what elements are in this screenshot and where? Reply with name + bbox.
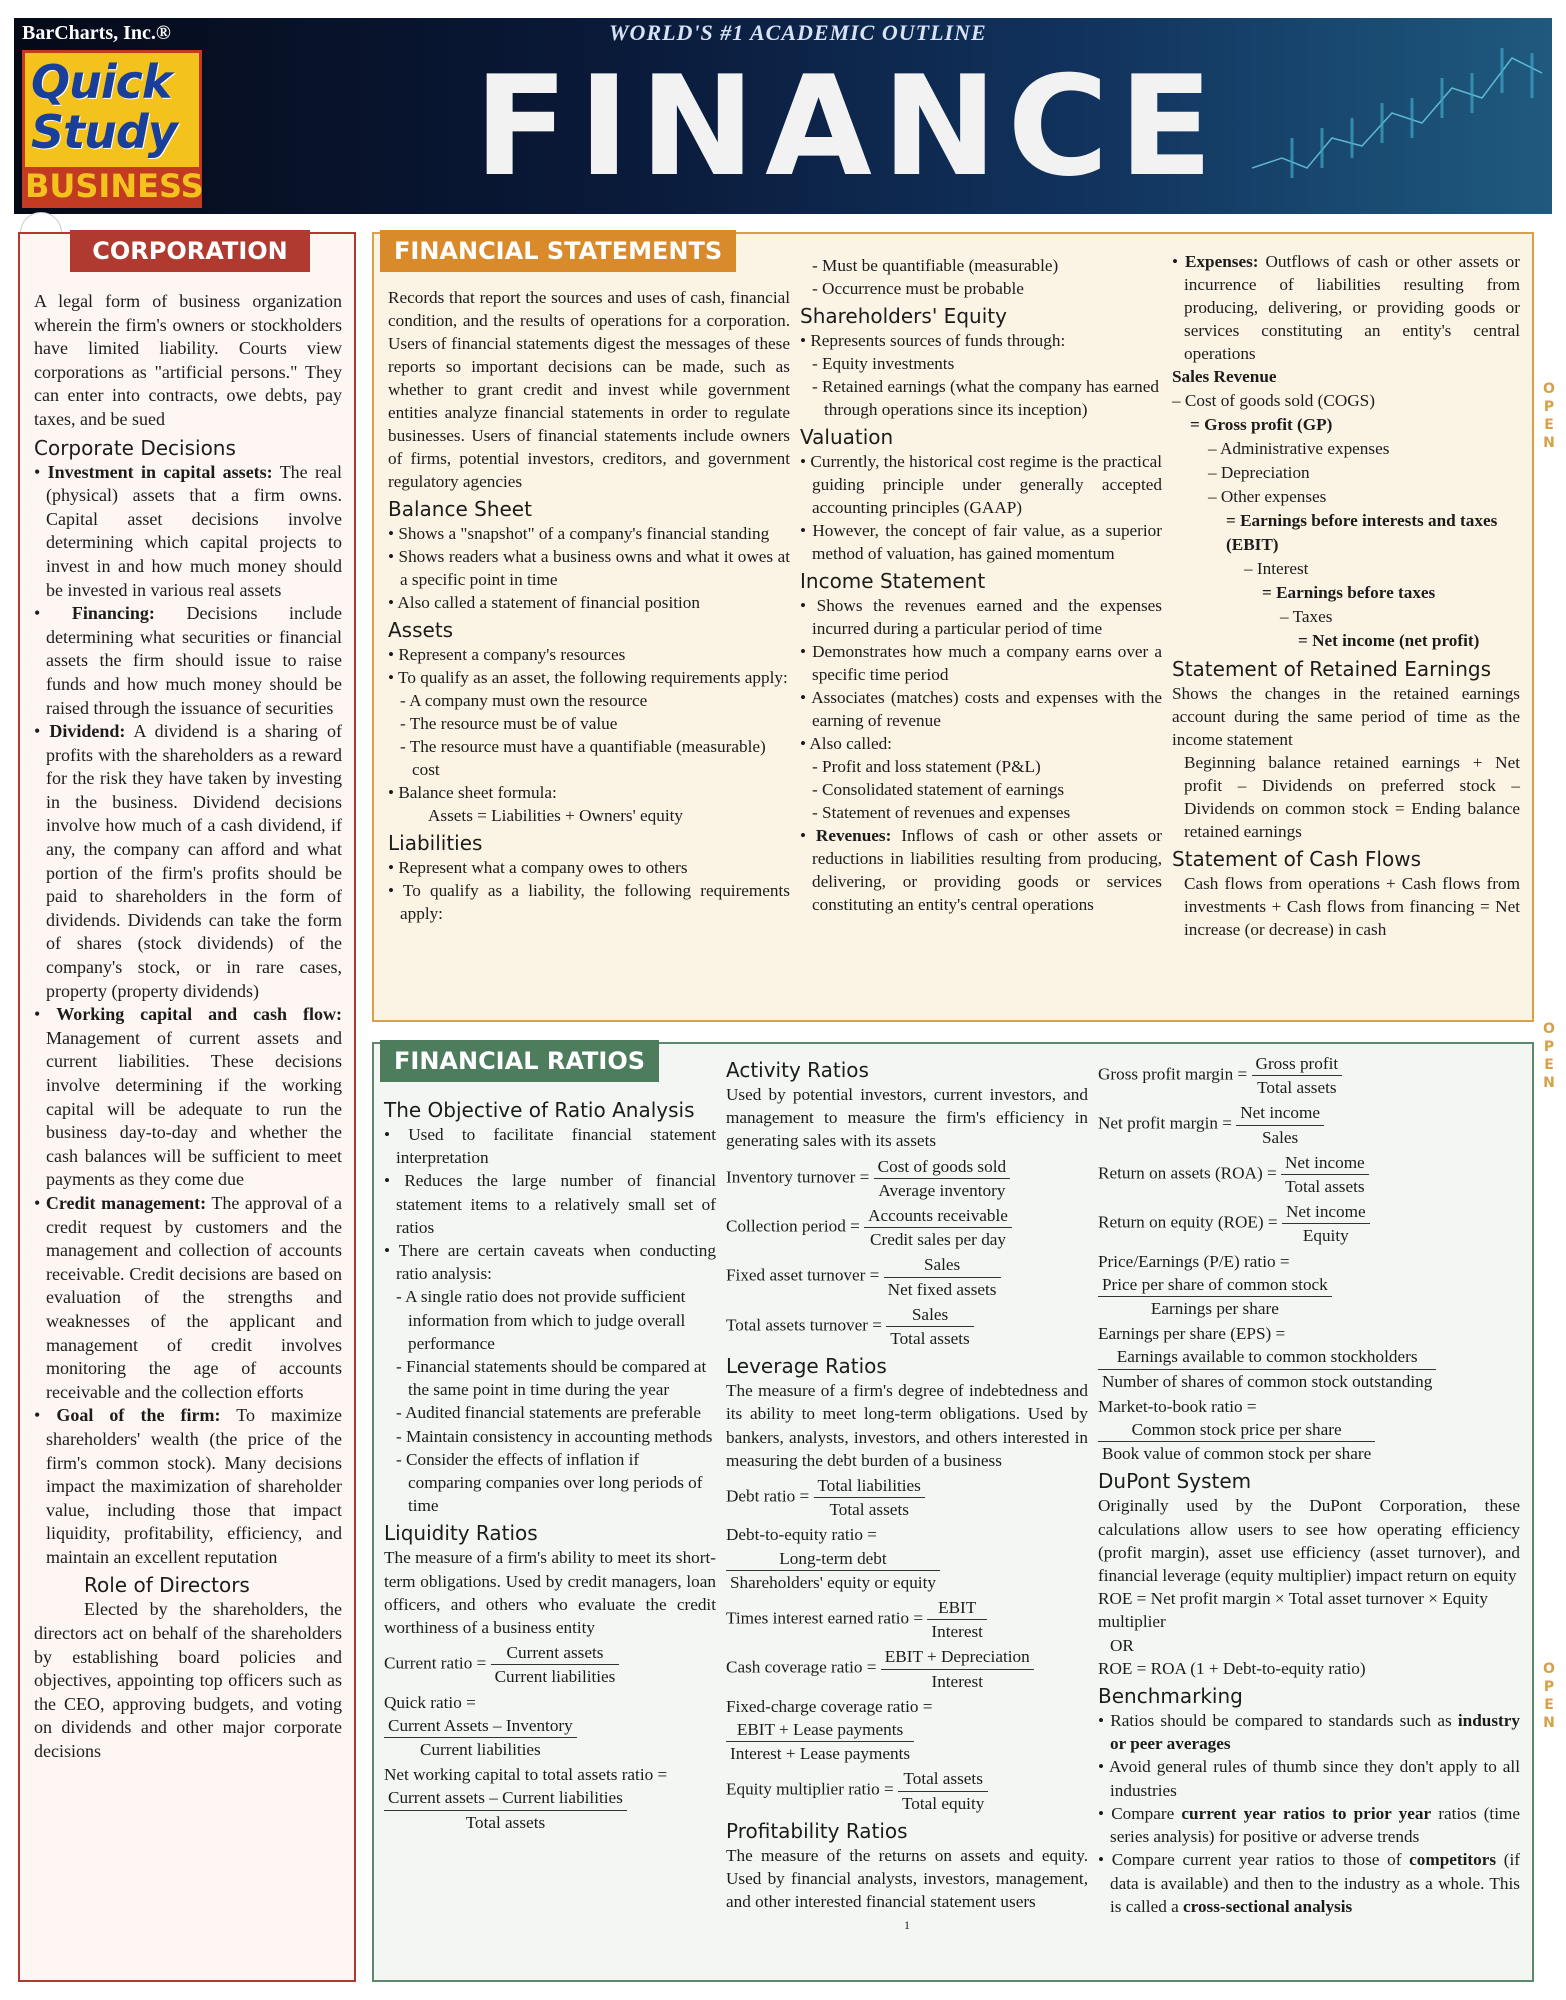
list-item: • Goal of the firm: To maximize shareholders' wealth (the price of the firm's common stock). Many decisions impact the maximization of shareholder value, including those that impact liquidity, profitability, efficiency, and maintain an excellent reputation <box>34 1405 342 1567</box>
financial-statements-section <box>372 232 1534 1022</box>
page-title: FINANCE <box>474 46 1223 207</box>
corporation-section <box>18 232 356 1982</box>
roa-formula: Return on assets (ROA) = $\frac{\text{Net income}}{\text{Total assets}}$ <box>1098 1151 1520 1198</box>
list-item: • Represent a company's resources <box>388 645 626 664</box>
tagline: WORLD'S #1 ACADEMIC OUTLINE <box>609 20 987 45</box>
corporation-intro: A legal form of business organization wherein the firm's owners or stockholders have limited liability. Courts view corporations as "artificial persons." They can enter into contracts, owe debts, pay taxes, and be sued <box>34 291 342 429</box>
current-ratio-formula: Current ratio = $\frac{\text{Current assets}}{\text{Current liabilities}}$ <box>384 1641 716 1688</box>
net-profit-margin-formula: Net profit margin = $\frac{\text{Net income}}{\text{Sales}}$ <box>1098 1101 1520 1148</box>
page-number: 1 <box>904 1917 910 1932</box>
list-item: • Used to facilitate financial statement interpretation <box>384 1125 716 1168</box>
retained-earnings-text: Shows the changes in the retained earnings account during the same period of time as the income statement <box>1172 684 1520 749</box>
dupont-formula-1: ROE = Net profit margin × Total asset turnover × Equity multiplier <box>1098 1589 1489 1632</box>
list-item: • Dividend: A dividend is a sharing of profits with the shareholders as a reward for the risk they have taken by investing in the business. Dividend decisions involve how much of a cash dividend, if any, the company can afford and what portion of the firm's profits should be paid to shareholders in the form of dividends. Dividends can take the form of shares (stock dividends) of the company's stock, or in rare cases, property (property dividends) <box>34 721 342 1001</box>
leverage-title: Leverage Ratios <box>726 1354 887 1379</box>
role-of-directors-title: Role of Directors <box>84 1573 250 1598</box>
corporate-decisions-title: Corporate Decisions <box>34 435 236 460</box>
list-item: • Revenues: Inflows of cash or other assets or reductions in liabilities resulting from producing, delivering, or providing goods or services constituting an entity's central operations <box>800 826 1162 914</box>
liquidity-title: Liquidity Ratios <box>384 1521 538 1546</box>
header-banner <box>14 18 1552 214</box>
list-item: - Occurrence must be probable <box>812 279 1024 298</box>
list-item: • However, the concept of fair value, as a superior method of valuation, has gained momentum <box>800 521 1162 563</box>
open-tab-marker: O P E N <box>1543 1021 1555 1091</box>
quick-study-logo <box>22 50 202 208</box>
cash-coverage-formula: Cash coverage ratio = $\frac{\text{EBIT + Depreciation}}{\text{Interest}}$ <box>726 1645 1088 1692</box>
gross-profit-margin-formula: Gross profit margin = $\frac{\text{Gross profit}}{\text{Total assets}}$ <box>1098 1052 1520 1099</box>
roe-formula: Return on equity (ROE) = $\frac{\text{Net income}}{\text{Equity}}$ <box>1098 1200 1520 1247</box>
list-item: • Credit management: The approval of a credit request by customers and the management and collection of accounts receivable. Credit decisions are based on evaluation of the strengths and weaknesses of the applicant and management of credit involves monitoring the age of accounts receivable and the collection efforts <box>34 1192 342 1402</box>
list-item: • Represents sources of funds through: <box>800 331 1066 350</box>
list-item: • Compare current year ratios to those of competitors (if data is available) and then to the industry as a whole. This is called a cross-sectional analysis <box>1098 1850 1520 1916</box>
income-statement-title: Income Statement <box>800 569 986 593</box>
balance-sheet-title: Balance Sheet <box>388 497 532 521</box>
retained-earnings-title: Statement of Retained Earnings <box>1172 657 1492 681</box>
eps-formula: Earnings per share (EPS) = $\frac{\text{Earnings available to common stockholders}}{\text{Number of shares of common stock outstanding}}$ <box>1098 1322 1520 1393</box>
balance-sheet-formula: Assets = Liabilities + Owners' equity <box>428 806 683 825</box>
list-item: - Maintain consistency in accounting methods <box>396 1426 713 1446</box>
list-item: • Shows a "snapshot" of a company's financial standing <box>388 524 770 543</box>
activity-title: Activity Ratios <box>726 1058 869 1082</box>
list-item: - The resource must have a quantifiable (measurable) cost <box>400 737 766 779</box>
list-item: - A company must own the resource <box>400 691 648 710</box>
list-item: - Consolidated statement of earnings <box>812 780 1065 799</box>
quick-ratio-formula: Quick ratio = $\frac{\text{Current Assets – Inventory}}{\text{Current liabilities}}$ <box>384 1691 716 1762</box>
list-item: - Must be quantifiable (measurable) <box>812 256 1059 275</box>
pe-ratio-formula: Price/Earnings (P/E) ratio = $\frac{\text{Price per share of common stock}}{\text{Earnings per share}}$ <box>1098 1250 1520 1321</box>
list-item: • There are certain caveats when conducting ratio analysis: <box>384 1241 716 1284</box>
list-item: • Reduces the large number of financial statement items to a relatively small set of ratios <box>384 1171 716 1237</box>
financial-statements-header: FINANCIAL STATEMENTS <box>380 230 736 272</box>
assets-title: Assets <box>388 618 454 642</box>
list-item: • To qualify as a liability, the following requirements apply: <box>388 881 790 923</box>
list-item: - Audited financial statements are preferable <box>396 1403 701 1423</box>
list-item: • Avoid general rules of thumb since they don't apply to all industries <box>1098 1757 1520 1800</box>
directors-text: Elected by the shareholders, the directors act on behalf of the shareholders by establishing board policies and objectives, appointing top officers such as the CEO, approving budgets, and voting on dividends and other major corporate decisions <box>34 1599 342 1762</box>
list-item: - The resource must be of value <box>400 714 618 733</box>
list-item: • Shows the revenues earned and the expenses incurred during a particular period of time <box>800 596 1162 638</box>
list-item: • Working capital and cash flow: Management of current assets and current liabilities. These decisions involve determining if the working capital will be adequate to run the business day-to-day and whether the cash balances will be sufficient to meet payments as they come due <box>34 1004 342 1190</box>
financial-ratios-section <box>372 1042 1534 1982</box>
inventory-turnover-formula: Inventory turnover = $\frac{\text{Cost of goods sold}}{\text{Average inventory}}$ <box>726 1155 1088 1202</box>
nwc-ratio-formula: Net working capital to total assets ratio = $\frac{\text{Current assets – Current liabilities}}{\text{Total assets}}$ <box>384 1765 668 1832</box>
logo-business: BUSINESS <box>25 167 204 205</box>
shareholders-equity-title: Shareholders' Equity <box>800 304 1007 328</box>
list-item: • Ratios should be compared to standards such as industry or peer averages <box>1098 1711 1520 1754</box>
list-item: - Equity investments <box>812 354 955 373</box>
list-item: • Currently, the historical cost regime is the practical guiding principle under generally accepted accounting principles (GAAP) <box>800 452 1162 517</box>
benchmarking-title: Benchmarking <box>1098 1684 1243 1709</box>
list-item: - Retained earnings (what the company has earned through operations since its inception) <box>812 377 1159 419</box>
list-item: • Also called a statement of financial position <box>388 593 700 612</box>
times-interest-earned-formula: Times interest earned ratio = $\frac{\text{EBIT}}{\text{Interest}}$ <box>726 1596 1088 1643</box>
debt-ratio-formula: Debt ratio = $\frac{\text{Total liabilities}}{\text{Total assets}}$ <box>726 1474 1088 1521</box>
list-item: • To qualify as an asset, the following requirements apply: <box>388 668 788 687</box>
dupont-text: Originally used by the DuPont Corporation, these calculations allow users to see how operating efficiency (profit margin), asset use efficiency (asset turnover), and financial leverage (equity multiplier) impact return on equity <box>1098 1496 1520 1586</box>
logo-study: Study <box>31 105 177 159</box>
open-tab-marker: O P E N <box>1543 381 1555 451</box>
debt-to-equity-formula: Debt-to-equity ratio = $\frac{\text{Long-term debt}}{\text{Shareholders' equity or equity}}$ <box>726 1523 1088 1594</box>
list-item: • Expenses: Outflows of cash or other assets or incurrence of liabilities resulting from producing, delivering, or providing goods or services constituting an entity's central operations <box>1172 252 1520 363</box>
valuation-title: Valuation <box>800 425 894 449</box>
list-item: - A single ratio does not provide sufficient information from which to judge overall performance <box>396 1287 686 1353</box>
collection-period-formula: Collection period = $\frac{\text{Accounts receivable}}{\text{Credit sales per day}}$ <box>726 1204 1088 1251</box>
list-item: • Investment in capital assets: The real (physical) assets that a firm owns. Capital asset decisions involve determining which capital projects to invest in and how much money should be invested in various real assets <box>34 461 342 600</box>
list-item: • Compare current year ratios to prior year ratios (time series analysis) for positive or adverse trends <box>1098 1803 1520 1847</box>
liquidity-text: The measure of a firm's ability to meet its short-term obligations. Used by credit managers, loan officers, and others who evaluate the credit worthiness of a business entity <box>384 1548 716 1638</box>
list-item: • Demonstrates how much a company earns over a specific time period <box>800 642 1162 684</box>
objective-title: The Objective of Ratio Analysis <box>384 1098 695 1122</box>
corporation-header: CORPORATION <box>70 230 310 272</box>
cash-flows-title: Statement of Cash Flows <box>1172 847 1421 871</box>
fixed-asset-turnover-formula: Fixed asset turnover = $\frac{\text{Sales}}{\text{Net fixed assets}}$ <box>726 1253 1088 1300</box>
open-tab-marker: O P E N <box>1543 1661 1555 1731</box>
fixed-charge-coverage-formula: Fixed-charge coverage ratio = $\frac{\text{EBIT + Lease payments}}{\text{Interest + Lease payments}}$ <box>726 1696 933 1764</box>
list-item: - Profit and loss statement (P&L) <box>812 757 1041 776</box>
profitability-title: Profitability Ratios <box>726 1818 908 1843</box>
financial-ratios-header: FINANCIAL RATIOS <box>380 1040 659 1082</box>
activity-text: Used by potential investors, current investors, and management to measure the firm's efficiency in generating sales with its assets <box>726 1085 1088 1151</box>
publisher-name: BarCharts, Inc.® <box>22 22 171 44</box>
liabilities-title: Liabilities <box>388 831 483 855</box>
equity-multiplier-formula: Equity multiplier ratio = $\frac{\text{Total assets}}{\text{Total equity}}$ <box>726 1767 1088 1814</box>
list-item: • Also called: <box>800 734 892 753</box>
income-statement-tree: Sales Revenue – Cost of goods sold (COGS) = Gross profit (GP) – Administrative expenses – Depreciation – Other expenses = Earnings before interests and taxes (EBIT) – Interest = Earnings before taxes – Taxes = Net income (net profit) <box>1172 367 1498 650</box>
market-to-book-formula: Market-to-book ratio = $\frac{\text{Common stock price per share}}{\text{Book value of common stock per share}}$ <box>1098 1395 1520 1466</box>
logo-quick: Quick <box>31 55 172 109</box>
list-item: • Associates (matches) costs and expenses with the earning of revenue <box>800 688 1162 730</box>
list-item: • Shows readers what a business owns and what it owes at a specific point in time <box>388 547 790 589</box>
dupont-formula-2: ROE = ROA (1 + Debt-to-equity ratio) <box>1098 1658 1366 1678</box>
statements-intro: Records that report the sources and uses of cash, financial condition, and the results of operations for a corporation. Users of financial statements digest the messages of these reports so important decisions can be made, such as whether to grant credit and invest while government entities analyze financial statements in order to regulate businesses. Users of financial statements include owners of firms, potential investors, creditors, and government regulatory agencies <box>388 288 790 491</box>
leverage-text: The measure of a firm's degree of indebtedness and its ability to meet long-term obligations. Used by bankers, analysts, investors, and others interested in measuring the debt burden of a business <box>726 1381 1088 1470</box>
stock-chart-decoration-icon <box>1252 18 1552 214</box>
list-item: - Consider the effects of inflation if comparing companies over long periods of time <box>396 1449 703 1516</box>
list-item: • Balance sheet formula: <box>388 783 557 802</box>
list-item: - Financial statements should be compared at the same point in time during the year <box>396 1357 707 1400</box>
dupont-title: DuPont System <box>1098 1469 1252 1494</box>
list-item: - Statement of revenues and expenses <box>812 803 1071 822</box>
total-assets-turnover-formula: Total assets turnover = $\frac{\text{Sales}}{\text{Total assets}}$ <box>726 1303 1088 1350</box>
list-item: • Represent what a company owes to others <box>388 858 688 877</box>
retained-earnings-formula: Beginning balance retained earnings + Net profit – Dividends on preferred stock – Dividends on common stock = Ending balance retained earnings <box>1184 753 1520 841</box>
profitability-text: The measure of the returns on assets and equity. Used by financial analysts, investors, management, and other interested financial statement users <box>726 1845 1088 1912</box>
cash-flows-formula: Cash flows from operations + Cash flows from investments + Cash flows from financing = Net increase (or decrease) in cash <box>1184 874 1520 939</box>
dupont-or: OR <box>1110 1635 1134 1655</box>
list-item: • Financing: Decisions include determining what securities or financial assets the firm should issue to raise funds and how much money should be raised through the issuance of securities <box>34 603 342 718</box>
